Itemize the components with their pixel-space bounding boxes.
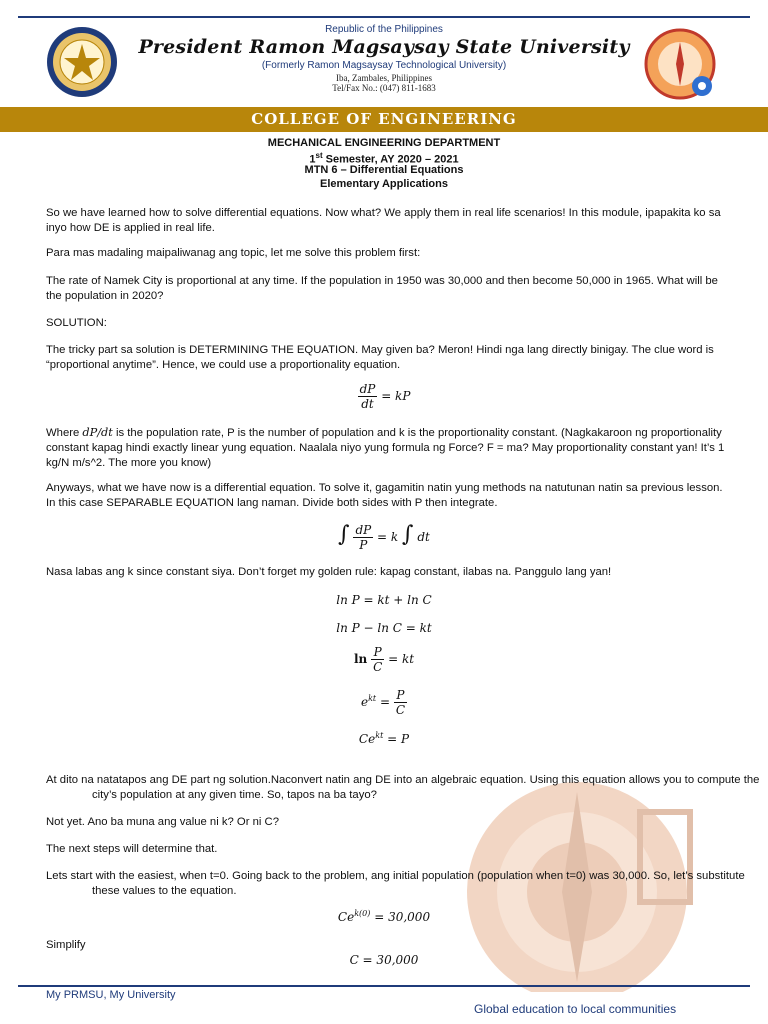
footer-tagline: Global education to local communities [474,1002,677,1016]
solution-label: SOLUTION: [46,317,107,329]
paragraph-explain: Para mas madaling maipaliwanag ang topic, let me solve this problem first: [46,247,421,259]
telfax-line: Tel/Fax No.: (047) 811-1683 [332,83,436,93]
paragraph-simplify: Simplify [46,939,86,951]
equation-general-solution: $Ce^{kt} = P$ [358,731,410,746]
equation-c-value: C = 30,000 [349,953,419,967]
university-name: President Ramon Magsaysay State University [138,36,630,58]
paragraph-separable: Anyways, what we have now is a differential equation. To solve it, gagamitin natin yung methods na natutunan natin sa previous lesson. In this case SEPARABLE EQUATION lang naman. Divide both sides with P then integrate. [46,482,723,509]
formerly-line: (Formerly Ramon Magsaysay Technological University) [261,60,507,71]
module-title: MTN 6 – Differential Equations [304,164,464,176]
paragraph-intro: So we have learned how to solve differential equations. Now what? We apply them in real life scenarios! In this module, ipapakita ko sa inyo how DE is applied in real life. [46,207,721,234]
department-title: MECHANICAL ENGINEERING DEPARTMENT [267,137,501,149]
paragraph-golden-rule: Nasa labas ang k since constant siya. Don’t forget my golden rule: kapag constant, ilabas na. Panggulo lang yan! [46,566,612,578]
equation-integral: ∫ $\frac{dP}{P}$ = k ∫ dt [338,522,430,552]
semester-line: 1st Semester, AY 2020 – 2021 [309,151,459,166]
equation-exp: $e^{kt}$ = $\frac{P}{C}$ [360,688,406,717]
equation-rate: $\frac{dP}{dt}$ = kP [359,382,411,411]
equation-log-1: ln P = kt + ln C [336,593,432,607]
paragraph-tricky: The tricky part sa solution is DETERMINING THE EQUATION. May given ba? Meron! Hindi nga lang directly binigay. The clue word is “proportional anytime”. Hence, we could use a proportionality equation. [46,344,714,371]
equation-log-3: ln $\frac{P}{C}$ = kt [353,645,415,674]
paragraph-initial-condition: Lets start with the easiest, when t=0. Going back to the problem, ang initial population (population when t=0) was 30,000. So, let’s substitute these values to the equation. [46,870,745,897]
paragraph-not-yet: Not yet. Ano ba muna ang value ni k? Or ni C? [46,816,279,828]
paragraph-problem: The rate of Namek City is proportional at any time. If the population in 1950 was 30,000 and then become 50,000 in 1965. What will be the population in 2020? [46,275,718,302]
equation-log-2: ln P − ln C = kt [336,621,432,635]
paragraph-next-steps: The next steps will determine that. [46,843,218,855]
footer-rule [18,985,750,987]
republic-line: Republic of the Philippines [325,24,443,35]
paragraph-de-done: At dito na natatapos ang DE part ng solution.Naconvert natin ang DE into an algebraic equation. Using this equation allows you to compute the city’s population at any given time. So, tapos na ba tayo? [46,774,760,801]
header-top-rule [18,16,750,18]
college-title: COLLEGE OF ENGINEERING [251,110,517,128]
topic-title: Elementary Applications [320,178,448,190]
equation-substitute: $Ce^{k(0)} = 30,000$ [337,909,431,924]
address-line: Iba, Zambales, Philippines [336,73,432,83]
footer-motto: My PRMSU, My University [46,989,176,1001]
paragraph-where: Where dP/dt is the population rate, P is the number of population and k is the proportionality constant. (Nagkakaroon ng proportionality constant kapag hindi exactly linear yung equation. Naalala niyo yung formula ng Force? F = ma? May proportionality constant yan! It’s 1 kg/N m/s^2. The more you know) [46,426,725,469]
